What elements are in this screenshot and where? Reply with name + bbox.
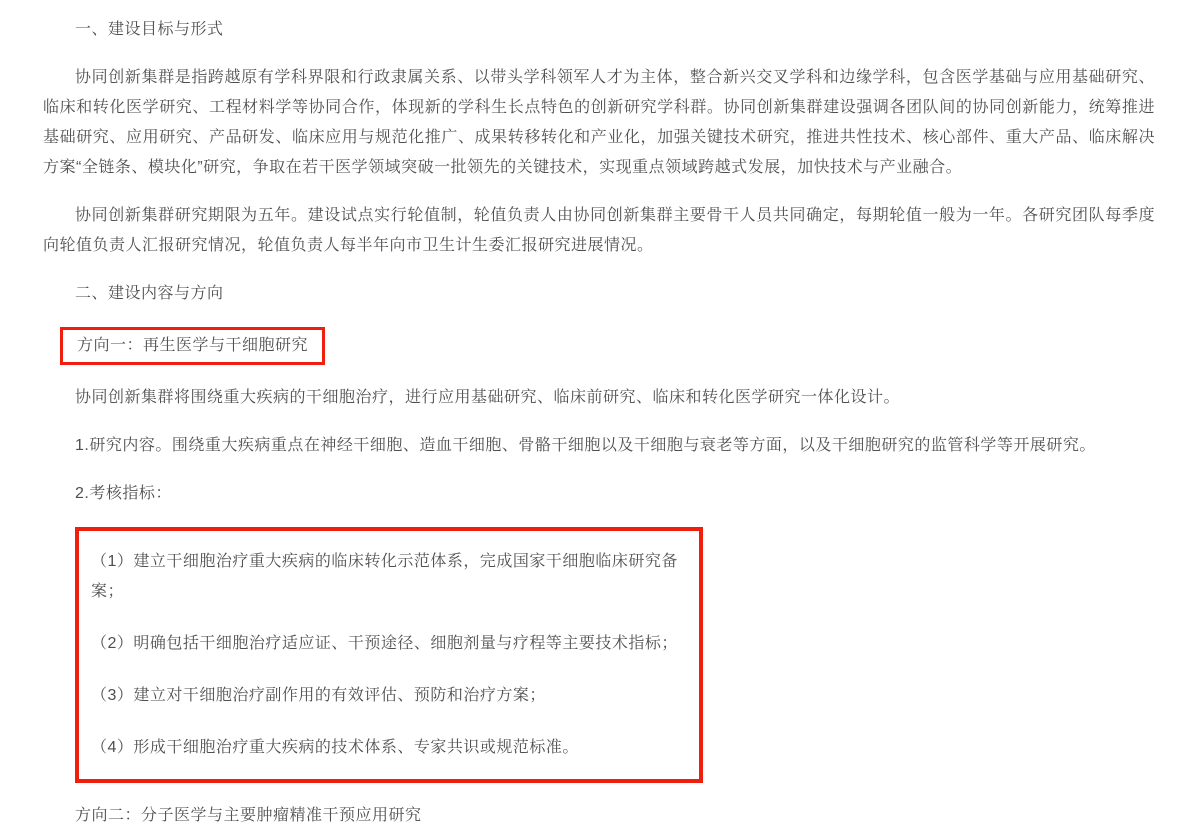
paragraph-direction1-intro: 协同创新集群将围绕重大疾病的干细胞治疗，进行应用基础研究、临床前研究、临床和转化医学研究一体化设计。	[75, 389, 901, 406]
paragraph-research-content: 1.研究内容。围绕重大疾病重点在神经干细胞、造血干细胞、骨骼干细胞以及干细胞与衰老等方面，以及干细胞研究的监管科学等开展研究。	[75, 437, 1096, 454]
direction1-title: 方向一：再生医学与干细胞研究	[77, 337, 309, 354]
paragraph-direction2-title: 方向二：分子医学与主要肿瘤精准干预应用研究	[75, 807, 422, 824]
kpi-item-2: （2）明确包括干细胞治疗适应证、干预途径、细胞剂量与疗程等主要技术指标；	[91, 635, 678, 652]
kpi-item-3: （3）建立对干细胞治疗副作用的有效评估、预防和治疗方案；	[91, 687, 546, 704]
kpi-item-1: （1）建立干细胞治疗重大疾病的临床转化示范体系，完成国家干细胞临床研究备案；	[91, 553, 678, 600]
kpi-item-4: （4）形成干细胞治疗重大疾病的技术体系、专家共识或规范标准。	[91, 739, 579, 756]
highlight-box-direction1	[60, 327, 325, 365]
section-heading-goals: 一、建设目标与形式	[75, 21, 224, 38]
highlight-box-kpi-list	[75, 527, 703, 783]
paragraph-cluster-definition: 协同创新集群是指跨越原有学科界限和行政隶属关系、以带头学科领军人才为主体，整合新兴交叉学科和边缘学科，包含医学基础与应用基础研究、临床和转化医学研究、工程材料学等协同合作，体现新的学科生长点特色的创新研究学科群。协同创新集群建设强调各团队间的协同创新能力，统筹推进基础研究、应用研究、产品研发、临床应用与规范化推广、成果转移转化和产业化，加强关键技术研究，推进共性技术、核心部件、重大产品、临床解决方案“全链条、模块化”研究，争取在若干医学领域突破一批领先的关键技术，实现重点领域跨越式发展，加快技术与产业融合。	[43, 69, 1155, 176]
paragraph-research-term: 协同创新集群研究期限为五年。建设试点实行轮值制，轮值负责人由协同创新集群主要骨干人员共同确定，每期轮值一般为一年。各研究团队每季度向轮值负责人汇报研究情况，轮值负责人每半年向市卫生计生委汇报研究进展情况。	[43, 207, 1155, 254]
section-heading-content-directions: 二、建设内容与方向	[75, 285, 224, 302]
paragraph-kpi-heading: 2.考核指标：	[75, 485, 172, 502]
